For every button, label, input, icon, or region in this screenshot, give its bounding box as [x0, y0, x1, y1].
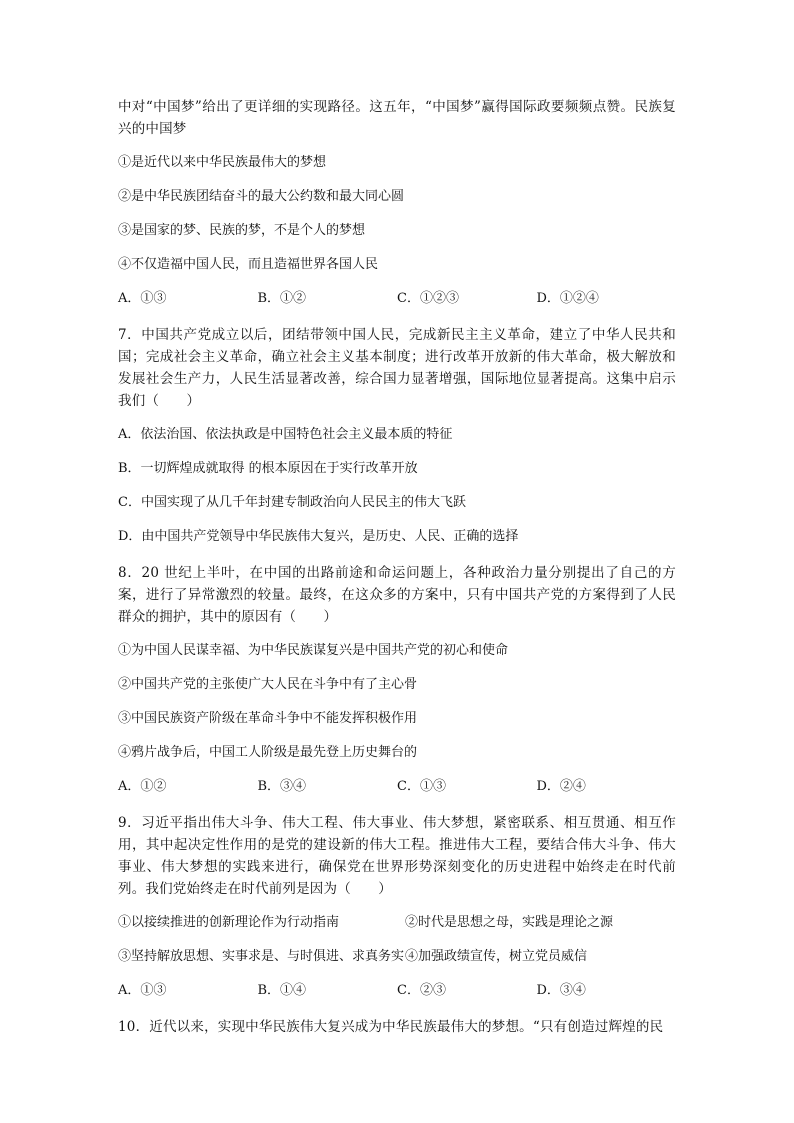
statement-4: ④鸦片战争后，中国工人阶级是最先登上历史舞台的	[118, 745, 418, 760]
answer-choices	[118, 778, 676, 796]
question-10	[118, 1016, 676, 1038]
question-10-stem: 10．近代以来，实现中华民族伟大复兴成为中华民族最伟大的梦想。“只有创造过辉煌的民	[118, 1019, 664, 1035]
statement-2: ②时代是思想之母，实践是理论之源	[405, 915, 614, 930]
statement-row	[118, 914, 676, 932]
statement-1: ①为中国人民谋幸福、为中华民族谋复兴是中国共产党的初心和使命	[118, 643, 509, 658]
question-9-stem: 9．习近平指出伟大斗争、伟大工程、伟大事业、伟大梦想，紧密联系、相互贯通、相互作用，其中起决定性作用的是党的建设新的伟大工程。推进伟大工程，要结合伟大斗争、伟大事业、伟大梦想的实践来进行，确保党在世界形势深刻变化的历史进程中始终走在时代前列。我们党始终走在时代前列是因为（ ）	[118, 815, 676, 897]
statement-1: ①是近代以来中华民族最伟大的梦想	[118, 155, 327, 170]
answer-choices	[118, 982, 676, 1000]
choice-b: B．③④	[257, 779, 307, 794]
choice-d: D．③④	[536, 983, 586, 998]
option-a: A．依法治国、依法执政是中国特色社会主义最本质的特征	[118, 427, 453, 442]
statement-1: ①以接续推进的创新理论作为行动指南	[118, 915, 340, 930]
choice-c: C．①③	[397, 779, 446, 794]
statement-3: ③是国家的梦、民族的梦，不是个人的梦想	[118, 223, 366, 238]
exam-page	[118, 96, 676, 1038]
option-d: D．由中国共产党领导中华民族伟大复兴，是历史、人民、正确的选择	[118, 529, 519, 544]
statement-2: ②中国共产党的主张使广大人民在斗争中有了主心骨	[118, 677, 418, 692]
option-c: C．中国实现了从几千年封建专制政治向人民民主的伟大飞跃	[118, 495, 466, 510]
statement-3: ③坚持解放思想、实事求是、与时俱进、求真务实	[118, 949, 405, 964]
statement-2: ②是中华民族团结奋斗的最大公约数和最大同心圆	[118, 189, 405, 204]
choice-a: A．①③	[118, 983, 167, 998]
statement-row	[118, 948, 676, 966]
choice-a: A．①②	[118, 779, 167, 794]
choice-c: C．②③	[397, 983, 446, 998]
choice-a: A．①③	[118, 291, 167, 306]
question-7-stem: 7．中国共产党成立以后，团结带领中国人民，完成新民主主义革命，建立了中华人民共和国；完成社会主义革命，确立社会主义基本制度；进行改革开放新的伟大革命，极大解放和发展社会生产力，人民生活显著改善，综合国力显著增强，国际地位显著提高。这集中启示我们（ ）	[118, 327, 676, 409]
option-b: B．一切辉煌成就取得 的根本原因在于实行改革开放	[118, 461, 418, 476]
choice-b: B．①②	[257, 291, 307, 306]
question-6	[118, 96, 676, 308]
question-6-stem: 中对“中国梦”给出了更详细的实现路径。这五年，“中国梦”赢得国际政要频频点赞。民族复兴的中国梦	[118, 99, 676, 137]
question-9	[118, 812, 676, 1000]
statement-4: ④加强政绩宣传，树立党员威信	[405, 949, 588, 964]
question-7	[118, 324, 676, 546]
choice-d: D．①②④	[536, 291, 599, 306]
question-8	[118, 562, 676, 796]
answer-choices	[118, 290, 676, 308]
choice-b: B．①④	[257, 983, 307, 998]
choice-c: C．①②③	[397, 291, 459, 306]
choice-d: D．②④	[536, 779, 586, 794]
question-8-stem: 8．20 世纪上半叶，在中国的出路前途和命运问题上，各种政治力量分别提出了自己的方案，进行了异常激烈的较量。最终，在这众多的方案中，只有中国共产党的方案得到了人民群众的拥护，其中的原因有（ ）	[118, 565, 676, 625]
statement-3: ③中国民族资产阶级在革命斗争中不能发挥积极作用	[118, 711, 418, 726]
statement-4: ④不仅造福中国人民，而且造福世界各国人民	[118, 257, 379, 272]
